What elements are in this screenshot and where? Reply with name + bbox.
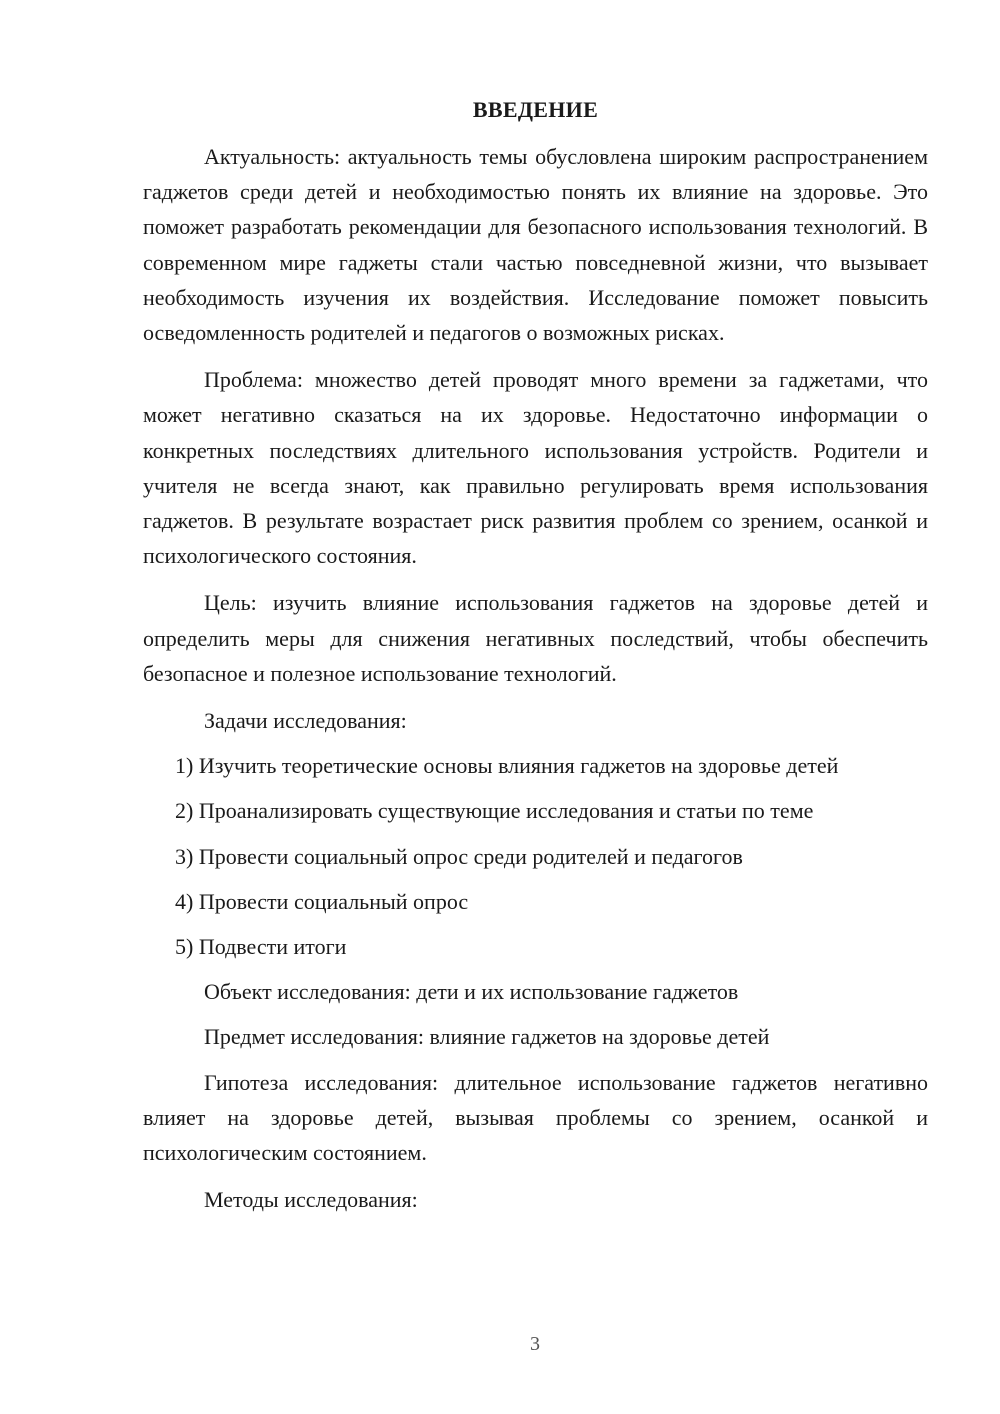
document-page [143, 92, 928, 1227]
task-item: 2) Проанализировать существующие исследования и статьи по теме [175, 798, 814, 824]
methods-heading: Методы исследования: [204, 1187, 418, 1213]
hypothesis-paragraph: Гипотеза исследования: длительное использование гаджетов негативно влияет на здоровье детей, вызывая проблемы со зрением, осанкой и психологическим состоянием. [143, 1069, 928, 1166]
tasks-heading: Задачи исследования: [204, 708, 407, 734]
problem-paragraph: Проблема: множество детей проводят много времени за гаджетами, что может негативно сказаться на их здоровье. Недостаточно информации о конкретных последствиях длительного использования устройств. Родители и учителя не всегда знают, как правильно регулировать время использования гаджетов. В результате возрастает риск развития проблем со зрением, осанкой и психологического состояния. [143, 367, 928, 569]
relevance-paragraph: Актуальность: актуальность темы обусловлена широким распространением гаджетов среди детей и необходимостью понять их влияние на здоровье. Это поможет разработать рекомендации для безопасного использования технологий. В современном мире гаджеты стали частью повседневной жизни, что вызывает необходимость изучения их воздействия. Исследование поможет повысить осведомленность родителей и педагогов о возможных рисках. [143, 144, 928, 346]
research-subject: Предмет исследования: влияние гаджетов на здоровье детей [204, 1024, 770, 1050]
page-number: 3 [530, 1333, 540, 1355]
task-item: 4) Провести социальный опрос [175, 888, 469, 914]
task-item: 1) Изучить теоретические основы влияния гаджетов на здоровье детей [175, 753, 839, 779]
goal-paragraph: Цель: изучить влияние использования гаджетов на здоровье детей и определить меры для снижения негативных последствий, чтобы обеспечить безопасное и полезное использование технологий. [143, 590, 928, 686]
task-item: 3) Провести социальный опрос среди родителей и педагогов [175, 843, 743, 869]
research-object: Объект исследования: дети и их использование гаджетов [204, 979, 739, 1005]
section-heading: ВВЕДЕНИЕ [472, 97, 599, 122]
task-item: 5) Подвести итоги [175, 934, 347, 960]
